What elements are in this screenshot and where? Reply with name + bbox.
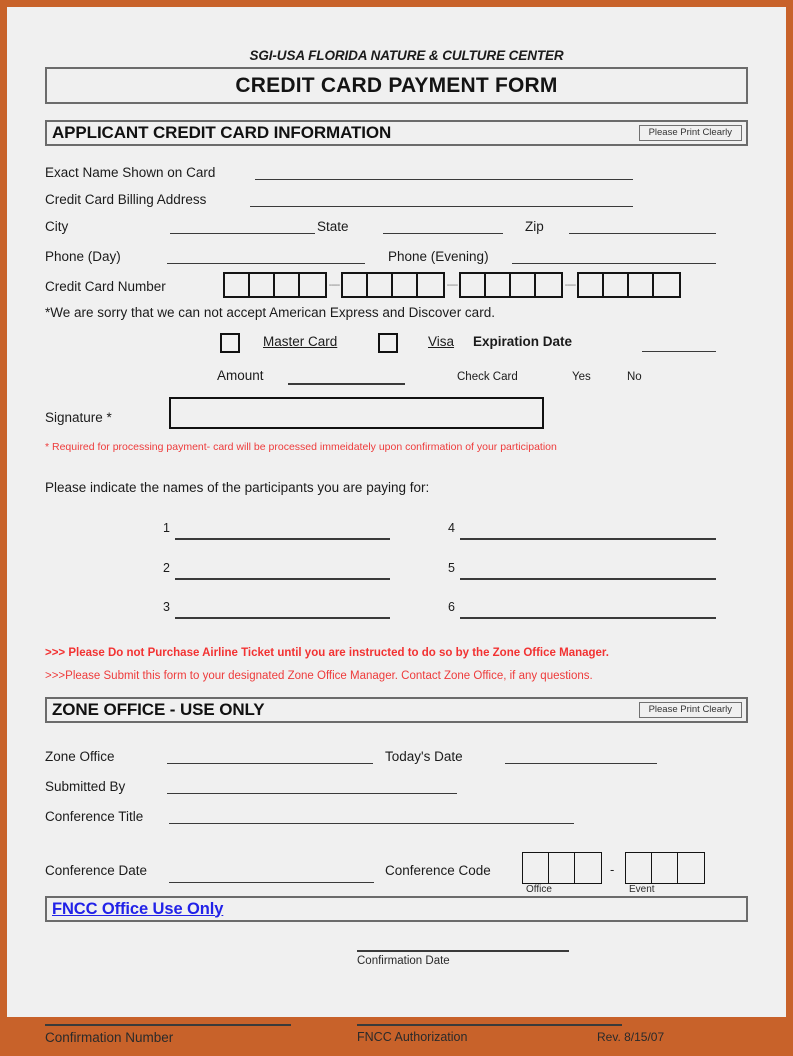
card-digit-box[interactable] [461,274,486,296]
zone-office-section-header [45,697,748,723]
check-card-no-option[interactable]: No [627,371,642,383]
office-code-group[interactable] [522,852,602,884]
participant-number-3: 3 [163,600,170,614]
event-code-group[interactable] [625,852,705,884]
participant-name-input-2[interactable] [175,578,390,580]
conference-title-input[interactable] [169,823,574,824]
conference-code-office-boxes[interactable] [522,852,602,884]
city-state-zip-row [45,210,748,237]
card-digit-box[interactable] [511,274,536,296]
zone-office-input[interactable] [167,763,373,764]
conference-code-label: Conference Code [385,863,491,878]
card-group-3[interactable] [459,272,563,298]
zone-office-row [45,737,748,767]
form-title-box [45,67,748,104]
signature-note-row [45,431,748,455]
card-digit-box[interactable] [275,274,300,296]
todays-date-label: Today's Date [385,749,463,764]
card-group-separator: ---- [446,279,458,291]
phone-row [45,237,748,267]
card-digit-box[interactable] [486,274,511,296]
participant-number-6: 6 [448,600,455,614]
office-code-box[interactable] [523,853,549,883]
conference-date-input[interactable] [169,882,374,883]
amount-label: Amount [217,368,264,383]
fncc-section-header [45,896,748,922]
zip-input[interactable] [569,233,716,234]
organization-title: SGI-USA FLORIDA NATURE & CULTURE CENTER [249,48,564,63]
submitted-by-label: Submitted By [45,779,126,794]
visa-label[interactable]: Visa [428,334,455,349]
participant-name-input-3[interactable] [175,617,390,619]
card-digit-box[interactable] [250,274,275,296]
city-input[interactable] [170,233,315,234]
card-digit-box[interactable] [343,274,368,296]
conference-code-separator: - [610,862,615,877]
state-label: State [317,219,349,234]
participants-instruction: Please indicate the names of the participants you are paying for: [45,480,430,495]
card-group-1[interactable] [223,272,327,298]
fncc-footer-area [45,946,748,1056]
master-card-label[interactable]: Master Card [263,334,338,349]
billing-address-input[interactable] [250,206,633,207]
office-code-box[interactable] [575,853,601,883]
phone-day-input[interactable] [167,263,365,264]
event-code-caption: Event [629,884,655,895]
participants-area [45,480,748,635]
conference-code-event-boxes[interactable] [625,852,705,884]
billing-address-row [45,183,748,210]
applicant-section-title: APPLICANT CREDIT CARD INFORMATION [52,123,392,142]
state-input[interactable] [383,233,503,234]
exact-name-row [45,156,748,183]
card-disclaimer-row [45,300,748,322]
zip-label: Zip [525,219,544,234]
participant-number-1: 1 [163,521,170,535]
confirmation-number-label: Confirmation Number [45,1030,174,1045]
zone-office-label: Zone Office [45,749,115,764]
revision-label: Rev. 8/15/07 [597,1030,665,1044]
signature-label: Signature * [45,410,112,425]
check-card-yes-option[interactable]: Yes [572,371,591,383]
amount-row [45,355,748,391]
confirmation-number-input[interactable] [45,1024,291,1026]
warning-submit-form: >>>Please Submit this form to your designated Zone Office Manager. Contact Zone Office, if any questions. [45,670,593,682]
card-group-separator: ---- [564,279,576,291]
confirmation-date-label: Confirmation Date [357,955,450,967]
visa-checkbox[interactable] [378,333,398,353]
fncc-authorization-label: FNCC Authorization [357,1030,468,1044]
credit-card-number-label: Credit Card Number [45,279,166,294]
submitted-by-input[interactable] [167,793,457,794]
card-digit-box[interactable] [418,274,443,296]
participant-name-input-4[interactable] [460,538,716,540]
conference-title-row [45,797,748,827]
applicant-section-header [45,120,748,146]
participant-number-4: 4 [448,521,455,535]
card-group-2[interactable] [341,272,445,298]
confirmation-date-input[interactable] [357,950,569,952]
card-disclaimer-text: *We are sorry that we can not accept American Express and Discover card. [45,305,495,320]
participant-name-input-1[interactable] [175,538,390,540]
event-code-box[interactable] [626,853,652,883]
zone-office-section-title: ZONE OFFICE - USE ONLY [52,700,265,719]
phone-day-label: Phone (Day) [45,249,121,264]
card-digit-box[interactable] [225,274,250,296]
office-code-caption: Office [526,884,552,895]
card-digit-box[interactable] [629,274,654,296]
warning-airline-ticket: >>> Please Do not Purchase Airline Ticket until you are instructed to do so by the Zone Office Manager. [45,647,609,659]
fncc-section-title: FNCC Office Use Only [52,899,224,918]
card-digit-box[interactable] [579,274,604,296]
card-digit-box[interactable] [654,274,679,296]
card-digit-box[interactable] [536,274,561,296]
participant-name-input-5[interactable] [460,578,716,580]
participant-name-input-6[interactable] [460,617,716,619]
card-group-separator: ---- [328,279,340,291]
master-card-checkbox[interactable] [220,333,240,353]
warnings-area [45,647,748,691]
todays-date-input[interactable] [505,763,657,764]
conference-date-label: Conference Date [45,863,148,878]
expiration-date-label: Expiration Date [473,334,573,349]
applicant-fields-area [45,156,748,456]
conference-code-area [45,849,748,893]
credit-card-number-boxes[interactable] [223,272,681,298]
card-type-row [45,322,748,355]
signature-row [45,391,748,431]
city-label: City [45,219,69,234]
submitted-by-row [45,767,748,797]
amount-input[interactable] [288,383,405,385]
billing-address-label: Credit Card Billing Address [45,192,207,207]
phone-evening-input[interactable] [512,263,716,264]
form-title: CREDIT CARD PAYMENT FORM [235,73,558,97]
card-digit-box[interactable] [604,274,629,296]
zone-office-fields-area [45,737,748,845]
exact-name-input[interactable] [255,179,633,180]
applicant-print-clearly-note: Please Print Clearly [639,125,742,141]
check-card-label: Check Card [457,371,518,383]
form-page [7,7,786,1045]
exact-name-label: Exact Name Shown on Card [45,165,216,180]
event-code-box[interactable] [652,853,678,883]
card-digit-box[interactable] [393,274,418,296]
expiration-date-input[interactable] [642,351,716,352]
signature-input[interactable] [169,397,544,429]
conference-title-label: Conference Title [45,809,144,824]
credit-card-number-row [45,267,748,300]
office-code-box[interactable] [549,853,575,883]
event-code-box[interactable] [678,853,704,883]
card-digit-box[interactable] [368,274,393,296]
phone-evening-label: Phone (Evening) [388,249,489,264]
zone-print-clearly-note: Please Print Clearly [639,702,742,718]
fncc-authorization-input[interactable] [357,1024,622,1026]
card-digit-box[interactable] [300,274,325,296]
card-group-4[interactable] [577,272,681,298]
participant-number-5: 5 [448,561,455,575]
signature-required-note: * Required for processing payment- card will be processed immeidately upon confirmation of your participation [45,441,557,453]
participant-number-2: 2 [163,561,170,575]
